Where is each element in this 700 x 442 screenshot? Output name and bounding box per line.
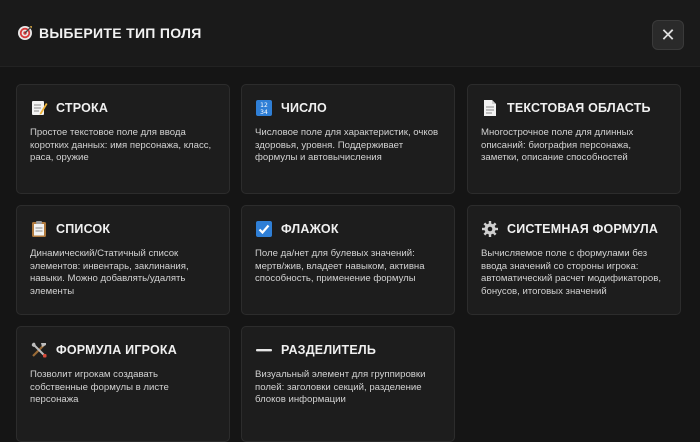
clipboard-icon [30, 220, 48, 238]
gear-icon [481, 220, 499, 238]
field-type-card-divider[interactable] [241, 326, 455, 442]
numbers-icon [255, 99, 273, 117]
card-description: Числовое поле для характеристик, очков здоровья, уровня. Поддерживает формулы и автовычисления [255, 127, 439, 164]
memo-icon [30, 99, 48, 117]
card-title: ТЕКСТОВАЯ ОБЛАСТЬ [507, 101, 651, 115]
dialog-title: ВЫБЕРИТЕ ТИП ПОЛЯ [39, 25, 202, 41]
svg-text:34: 34 [260, 109, 268, 116]
field-type-card-player-formula[interactable] [16, 326, 230, 442]
card-description: Визуальный элемент для группировки полей: заголовки секций, разделение блоков информации [255, 369, 426, 406]
checkbox-icon [255, 220, 273, 238]
card-title: СИСТЕМНАЯ ФОРМУЛА [507, 222, 659, 236]
card-title: ФЛАЖОК [281, 222, 339, 236]
field-type-card-string[interactable] [16, 84, 230, 194]
card-description: Динамический/Статичный список элементов: инвентарь, заклинания, навыки. Можно добавлять/удалять элементы [30, 248, 189, 297]
card-description: Вычисляемое поле с формулами без ввода значений со стороны игрока: автоматический расчет модификаторов, бонусов, итоговых значений [481, 248, 661, 297]
card-title: РАЗДЕЛИТЕЛЬ [281, 343, 377, 357]
field-type-card-checkbox[interactable] [241, 205, 455, 315]
card-description: Многострочное поле для длинных описаний: биография персонажа, заметки, описание способностей [481, 127, 634, 164]
tools-icon [30, 341, 48, 359]
line-icon [255, 341, 273, 359]
close-icon: ✕ [660, 25, 676, 45]
card-description: Поле да/нет для булевых значений: мертв/жив, владеет навыком, активна способность, применение формулы [255, 248, 425, 285]
field-type-card-system-formula[interactable] [467, 205, 681, 315]
field-type-card-number[interactable] [241, 84, 455, 194]
card-title: СТРОКА [56, 101, 109, 115]
field-type-card-textarea[interactable] [467, 84, 681, 194]
card-title: СПИСОК [56, 222, 111, 236]
card-description: Позволит игрокам создавать собственные формулы в листе персонажа [30, 369, 169, 406]
page-icon [481, 99, 499, 117]
card-title: ЧИСЛО [281, 101, 327, 115]
close-button[interactable] [652, 20, 684, 50]
dialog-header [0, 0, 700, 67]
field-type-card-list[interactable] [16, 205, 230, 315]
card-title: ФОРМУЛА ИГРОКА [56, 343, 177, 357]
target-icon [17, 25, 33, 41]
svg-text:12: 12 [260, 102, 268, 109]
card-description: Простое текстовое поле для ввода коротких данных: имя персонажа, класс, раса, оружие [30, 127, 212, 164]
dialog-title-wrap [17, 25, 202, 41]
